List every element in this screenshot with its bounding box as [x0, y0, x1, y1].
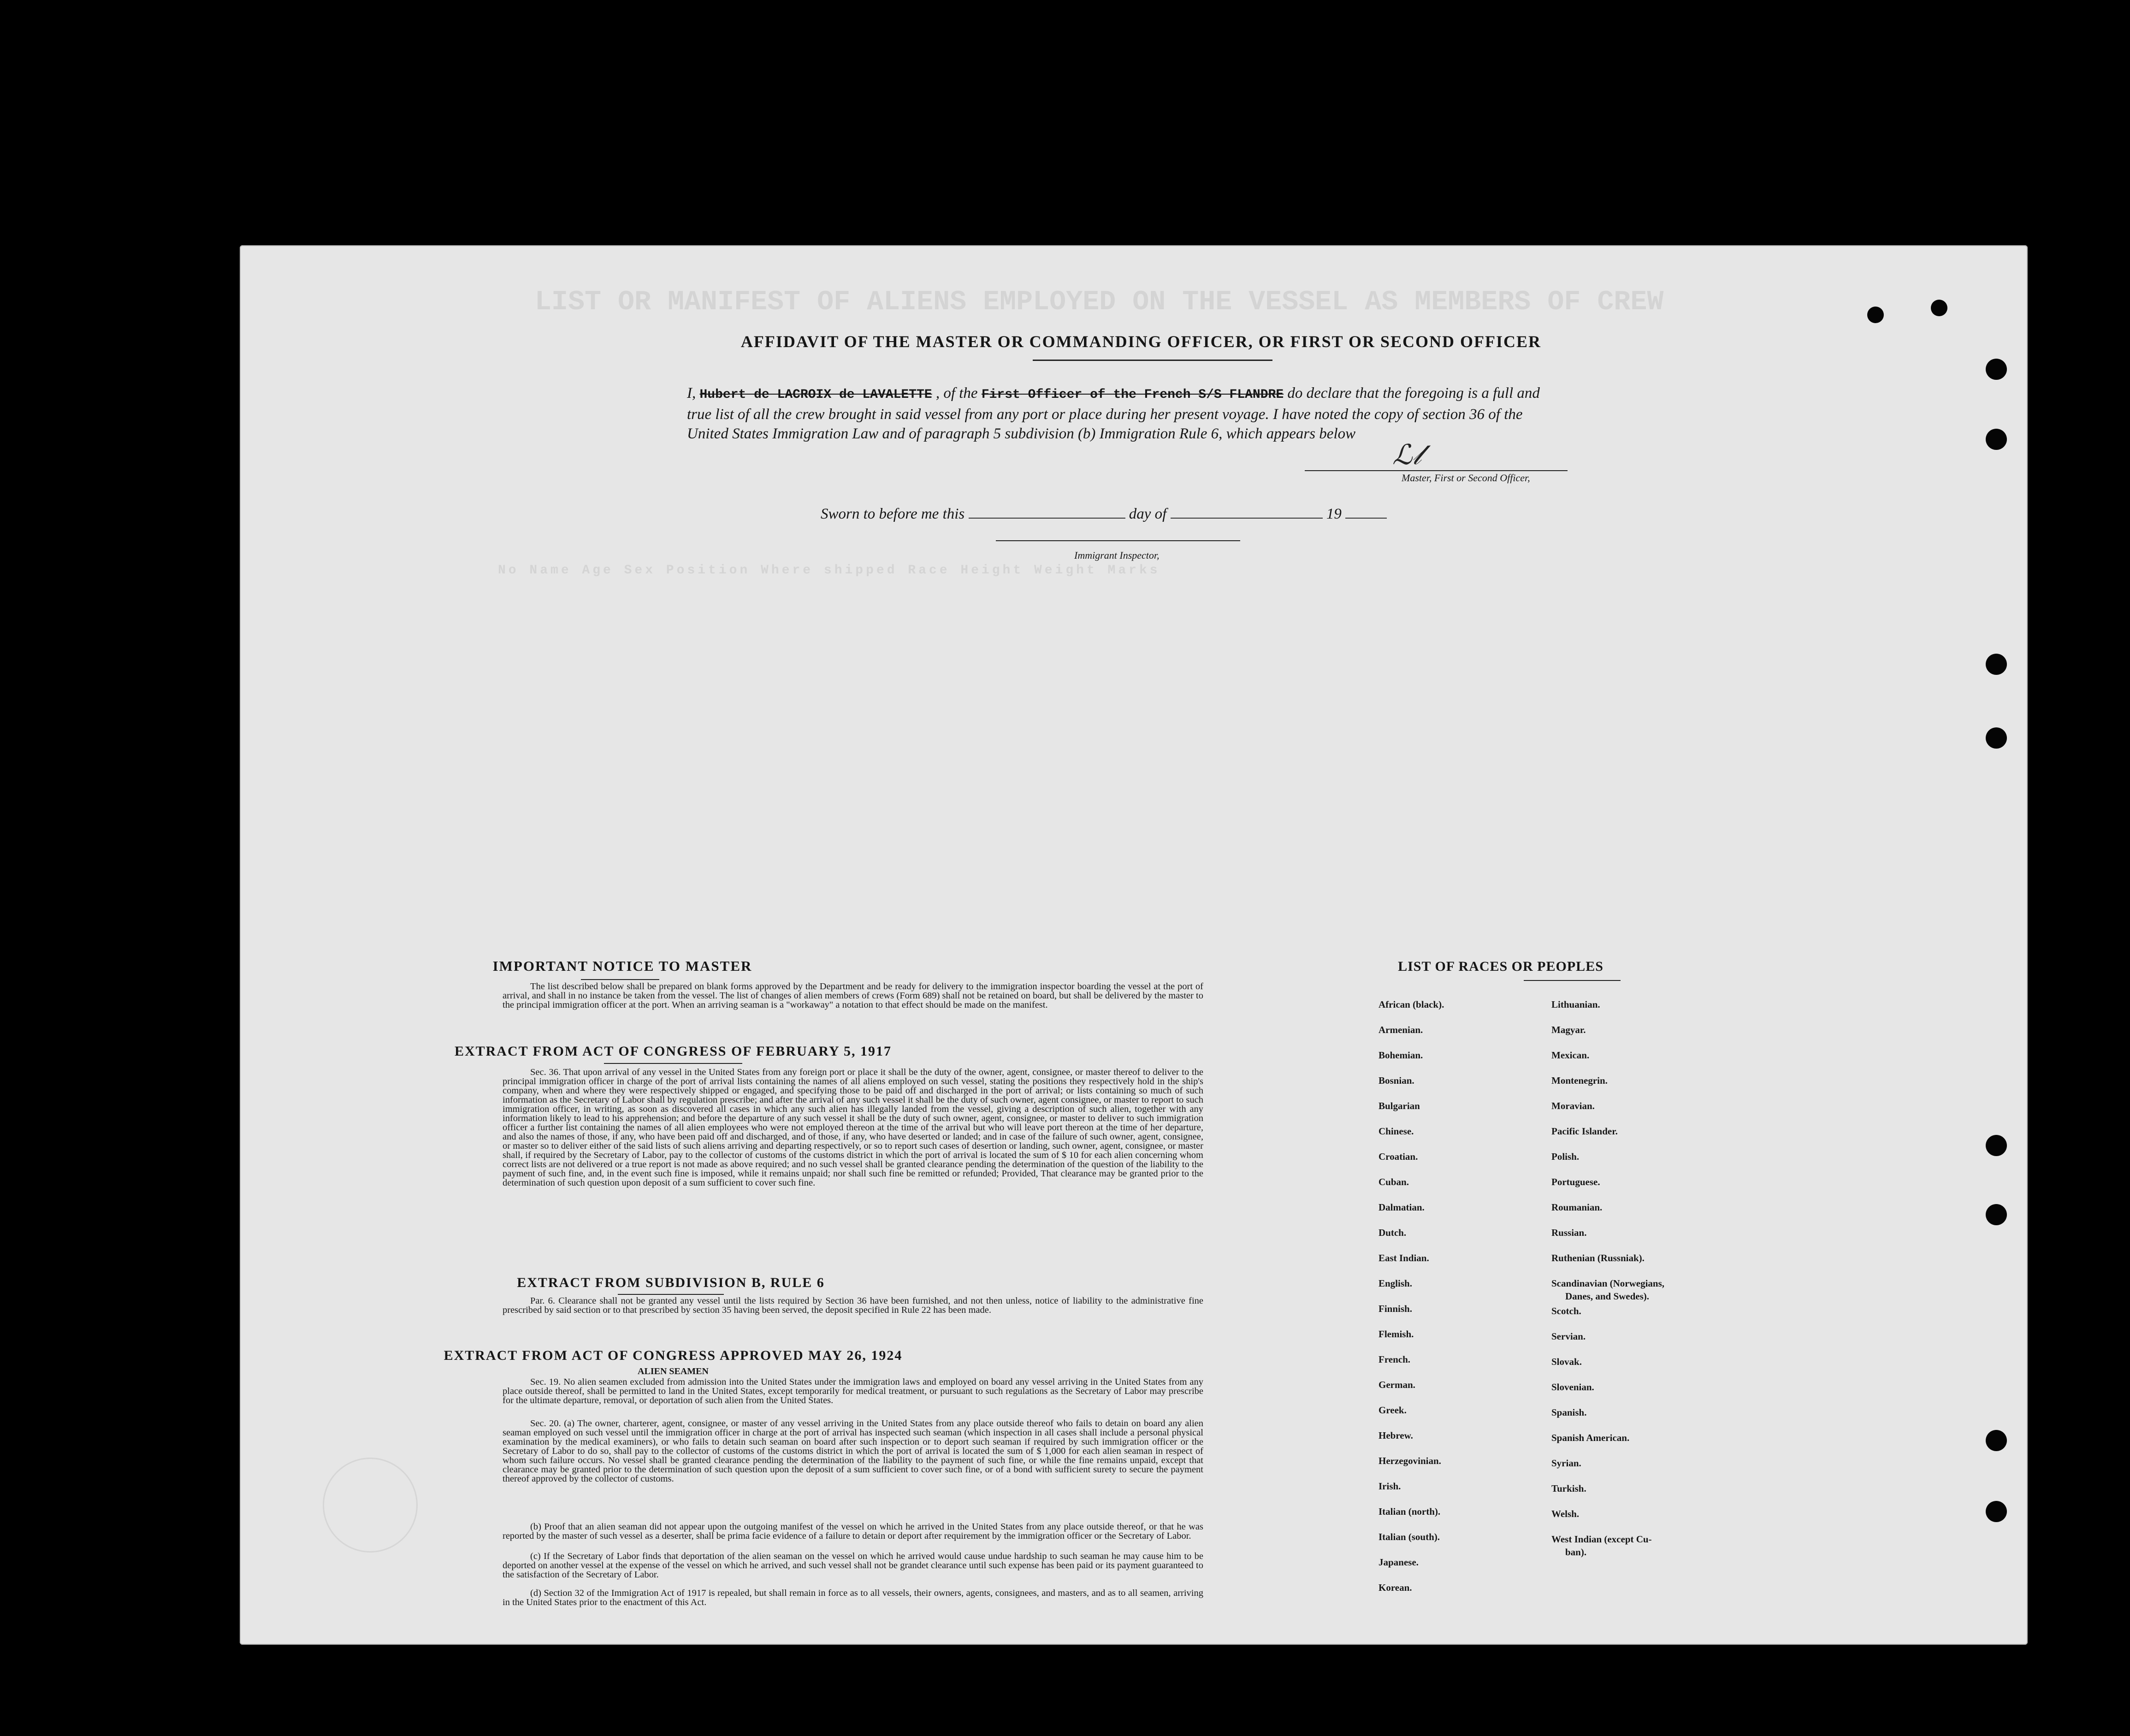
affidavit-title: AFFIDAVIT OF THE MASTER OR COMMANDING OFFICER, OR FIRST OR SECOND OFFICER: [740, 332, 1542, 351]
race-item-left: German.: [1379, 1379, 1415, 1390]
race-item-left: Bosnian.: [1379, 1075, 1414, 1086]
race-item-right: Danes, and Swedes).: [1565, 1291, 1650, 1302]
race-item-right: Portuguese.: [1551, 1176, 1600, 1187]
race-item-right: West Indian (except Cu-: [1551, 1534, 1652, 1545]
race-item-left: French.: [1379, 1354, 1411, 1365]
binder-hole: [1986, 1135, 2007, 1156]
race-item-right: Spanish American.: [1551, 1432, 1630, 1443]
race-item-right: Welsh.: [1551, 1508, 1580, 1519]
affidavit-body: do declare that the foregoing is a full and true list of all the crew brought in said vessel from any port or place during her present voyage. I have noted the copy of section 36 of the United States Immigration Law and of paragraph 5 subdivision (b) Immigration Rule 6, which appears below: [687, 385, 1540, 442]
officer-signature: ℒ𝓁: [1392, 439, 1422, 471]
race-item-left: Herzegovinian.: [1379, 1455, 1441, 1466]
extract-1924-subtitle: ALIEN SEAMEN: [638, 1366, 709, 1376]
race-item-right: Ruthenian (Russniak).: [1551, 1252, 1645, 1264]
race-item-right: Polish.: [1551, 1151, 1580, 1162]
notice-title: IMPORTANT NOTICE TO MASTER: [492, 958, 752, 974]
race-item-left: Chinese.: [1379, 1126, 1414, 1137]
race-item-left: Bohemian.: [1379, 1050, 1423, 1061]
race-item-left: Italian (south).: [1379, 1531, 1440, 1542]
extract-1924-sec19: Sec. 19. No alien seamen excluded from admission into the United States under the immigration laws and employed on board any vessel arriving in the United States from any place outside thereof, shall be permitted to land in the United States, except temporarily for medical treatment, or pursuant to such regulations as the Secretary of Labor may prescribe for the ultimate departure, removal, or deportation of such alien from the United States.: [503, 1377, 1203, 1405]
race-item-right: Russian.: [1551, 1227, 1587, 1238]
race-item-left: Flemish.: [1379, 1329, 1414, 1340]
race-item-left: Japanese.: [1379, 1557, 1419, 1568]
extract-1924-sec20c: (c) If the Secretary of Labor finds that deportation of the alien seaman on the vessel on which he arrived would cause undue hardship to such seaman he may cause him to be deported on another vessel at the expense of the vessel on which he arrived, and such vessel shall not be grandet clearance until such expense has been paid or its payment guaranteed to the satisfaction of the Secretary of Labor.: [503, 1551, 1203, 1580]
binder-hole: [1986, 359, 2007, 380]
bleedthrough-columns: No Name Age Sex Position Where shipped Race Height Weight Marks: [498, 563, 1160, 578]
races-rule: [1524, 980, 1621, 981]
race-item-right: Mexican.: [1551, 1050, 1590, 1061]
race-item-left: Finnish.: [1379, 1303, 1412, 1314]
race-item-right: Moravian.: [1551, 1100, 1595, 1111]
race-item-right: Slovenian.: [1551, 1382, 1594, 1393]
race-item-left: Armenian.: [1379, 1024, 1423, 1035]
day-of: day of: [1129, 506, 1167, 522]
race-item-right: Scandinavian (Norwegians,: [1551, 1278, 1665, 1289]
race-item-right: Pacific Islander.: [1551, 1126, 1618, 1137]
race-item-left: Dalmatian.: [1379, 1202, 1425, 1213]
race-item-right: ban).: [1565, 1547, 1587, 1558]
race-item-left: Italian (north).: [1379, 1506, 1441, 1517]
race-item-left: Bulgarian: [1379, 1100, 1420, 1111]
race-item-left: Croatian.: [1379, 1151, 1418, 1162]
document-sheet: [240, 245, 2028, 1645]
affidavit-i: I,: [687, 385, 696, 402]
race-item-right: Spanish.: [1551, 1407, 1587, 1418]
bleedthrough-header: LIST OR MANIFEST OF ALIENS EMPLOYED ON THE VESSEL AS MEMBERS OF CREW: [535, 287, 1664, 318]
notice-rule: [581, 979, 659, 980]
race-item-right: Roumanian.: [1551, 1202, 1603, 1213]
binder-hole: [1986, 1430, 2007, 1451]
race-item-left: Irish.: [1379, 1481, 1401, 1492]
extract-1917-rule: [604, 1063, 742, 1064]
race-item-left: Cuban.: [1379, 1176, 1409, 1187]
binder-hole: [1867, 307, 1884, 323]
blank-month: [1171, 518, 1323, 519]
race-item-right: Scotch.: [1551, 1305, 1581, 1317]
inspector-line: [996, 540, 1240, 541]
signature-label: Master, First or Second Officer,: [1402, 472, 1530, 484]
race-item-right: Slovak.: [1551, 1356, 1582, 1367]
blank-date: [969, 518, 1125, 519]
extract-1924-title: EXTRACT FROM ACT OF CONGRESS APPROVED MAY 26, 1924: [444, 1348, 903, 1363]
binder-hole: [1986, 429, 2007, 450]
race-item-right: Syrian.: [1551, 1458, 1581, 1469]
affidavit-text: [687, 384, 1563, 443]
race-item-right: Magyar.: [1551, 1024, 1586, 1035]
embossed-seal: [323, 1458, 418, 1553]
race-item-left: Korean.: [1379, 1582, 1412, 1593]
officer-name: Hubert de LACROIX de LAVALETTE: [699, 388, 932, 402]
notice-text: The list described below shall be prepared on blank forms approved by the Department and be ready for delivery to the immigration inspector boarding the vessel at the port of arrival, and shall in no instance be taken from the vessel. The list of changes of alien members of crews (Form 689) shall not be retained on board, but shall be delivered by the master to the principal immigration officer at the port. When an arriving seaman is a "workaway" a notation to that effect should be made on the manifest.: [503, 981, 1203, 1010]
races-title: LIST OF RACES OR PEOPLES: [1398, 959, 1603, 974]
race-item-right: Servian.: [1551, 1331, 1586, 1342]
extract-rule6-rule: [618, 1294, 724, 1295]
signature-line: [1305, 470, 1568, 471]
title-rule: [1033, 360, 1272, 361]
binder-hole: [1986, 1501, 2007, 1522]
race-item-left: English.: [1379, 1278, 1412, 1289]
extract-1917-title: EXTRACT FROM ACT OF CONGRESS OF FEBRUARY 5, 1917: [454, 1044, 892, 1059]
sworn-line: [821, 506, 1387, 523]
race-item-right: Turkish.: [1551, 1483, 1586, 1494]
sworn-text: Sworn to before me this: [821, 506, 965, 522]
binder-hole: [1986, 654, 2007, 675]
extract-rule6-text: Par. 6. Clearance shall not be granted any vessel until the lists required by Section 36 have been furnished, and not then unless, notice of liability to the administrative fine prescribed by said section or to that prescribed by section 35 having been served, the deposit specified in Rule 22 has been made.: [503, 1296, 1203, 1315]
race-item-left: Greek.: [1379, 1405, 1407, 1416]
race-item-left: Dutch.: [1379, 1227, 1407, 1238]
race-item-left: African (black).: [1379, 999, 1444, 1010]
extract-1924-sec20b: (b) Proof that an alien seaman did not appear upon the outgoing manifest of the vessel on which he arrived in the United States from any place outside thereof, or that he was reported by the master of such vessel as a deserter, shall be prima facie evidence of a failure to detain or deport after requirement by the immigration officer or the Secretary of Labor.: [503, 1522, 1203, 1541]
extract-1917-text: Sec. 36. That upon arrival of any vessel in the United States from any foreign port or place it shall be the duty of the owner, agent, consignee, or master thereof to deliver to the principal immigration officer in charge of the port of arrival lists containing the names of all aliens employed on such vessel, stating the positions they respectively hold in the ship's company, when and where they were respectively shipped or engaged, and specifying those to be paid off and discharged in the port of arrival; or lists containing so much of such information as the Secretary of Labor shall by regulation prescribe; and after the arrival of any such vessel it shall be the duty of such owner, agent consignee, or master to report to such immigration officer, in writing, as soon as discovered all cases in which any such alien has illegally landed from the vessel, giving a description of such alien, together with any information likely to lead to his apprehension; and before the departure of any such vessel it shall be the duty of such owner, agent, consignee, or master to deliver to such immigration officer a further list containing the names of all alien employees who were not employed thereon at the time of the arrival but who will leave port thereon at the time of her departure, and also the names of those, if any, who have been paid off and discharged, and of those, if any, who have deserted or landed; and in case of the failure of such owner, agent, consignee, or master so to deliver either of the said lists of such aliens arriving and departing respectively, or so to report such cases of desertion or landing, such owner, agent, consignee, or master shall, if required by the Secretary of Labor, pay to the collector of customs of the customs district in which the port of arrival is located the sum of $ 10 for each alien concerning whom correct lists are not delivered or a true report is not made as above required; and no such vessel shall be granted clearance pending the determination of the question of the liability to the payment of such fine, and, in the event such fine is imposed, while it remains unpaid; nor shall such fine be remitted or refunded; Provided, That clearance may be granted prior to the determination of such question upon deposit of a sum sufficient to cover such fine.: [503, 1067, 1203, 1188]
binder-hole: [1931, 300, 1947, 316]
extract-1924-sec20d: (d) Section 32 of the Immigration Act of 1917 is repealed, but shall remain in force as to all vessels, their owners, agents, consignees, and masters, and as to all seamen, arriving in the United States prior to the enactment of this Act.: [503, 1588, 1203, 1607]
race-item-right: Lithuanian.: [1551, 999, 1600, 1010]
year-prefix: 19: [1326, 506, 1342, 522]
extract-rule6-title: EXTRACT FROM SUBDIVISION B, RULE 6: [517, 1275, 825, 1290]
binder-hole: [1986, 727, 2007, 749]
race-item-left: Hebrew.: [1379, 1430, 1413, 1441]
race-item-left: East Indian.: [1379, 1252, 1429, 1264]
blank-year: [1345, 518, 1387, 519]
inspector-label: Immigrant Inspector,: [1074, 549, 1160, 561]
binder-hole: [1986, 1204, 2007, 1225]
race-item-right: Montenegrin.: [1551, 1075, 1608, 1086]
officer-position: First Officer of the French S/S FLANDRE: [981, 388, 1284, 402]
extract-1924-sec20a: Sec. 20. (a) The owner, charterer, agent, consignee, or master of any vessel arriving in the United States from any place outside thereof who fails to detain on board any alien seaman employed on such vessel until the immigration officer in charge at the port of arrival has inspected such seaman (which inspection in all cases shall include a personal physical examination by the medical examiners), or who fails to detain such seaman on board after such inspection or to deport such seaman if required by such immigration officer or the Secretary of Labor to do so, shall pay to the collector of customs of the customs district in which the port of arrival is located the sum of $ 1,000 for each alien seaman in respect of whom such failure occurs. No vessel shall be granted clearance pending the determination of the liability to the payment of such fine, or while the fine remains unpaid, except that clearance may be granted prior to the determination of such question upon the deposit of a sum sufficient to cover such fine, or of a bond with sufficient surety to secure the payment thereof approved by the collector of customs.: [503, 1418, 1203, 1484]
affidavit-of: , of the: [935, 385, 978, 402]
